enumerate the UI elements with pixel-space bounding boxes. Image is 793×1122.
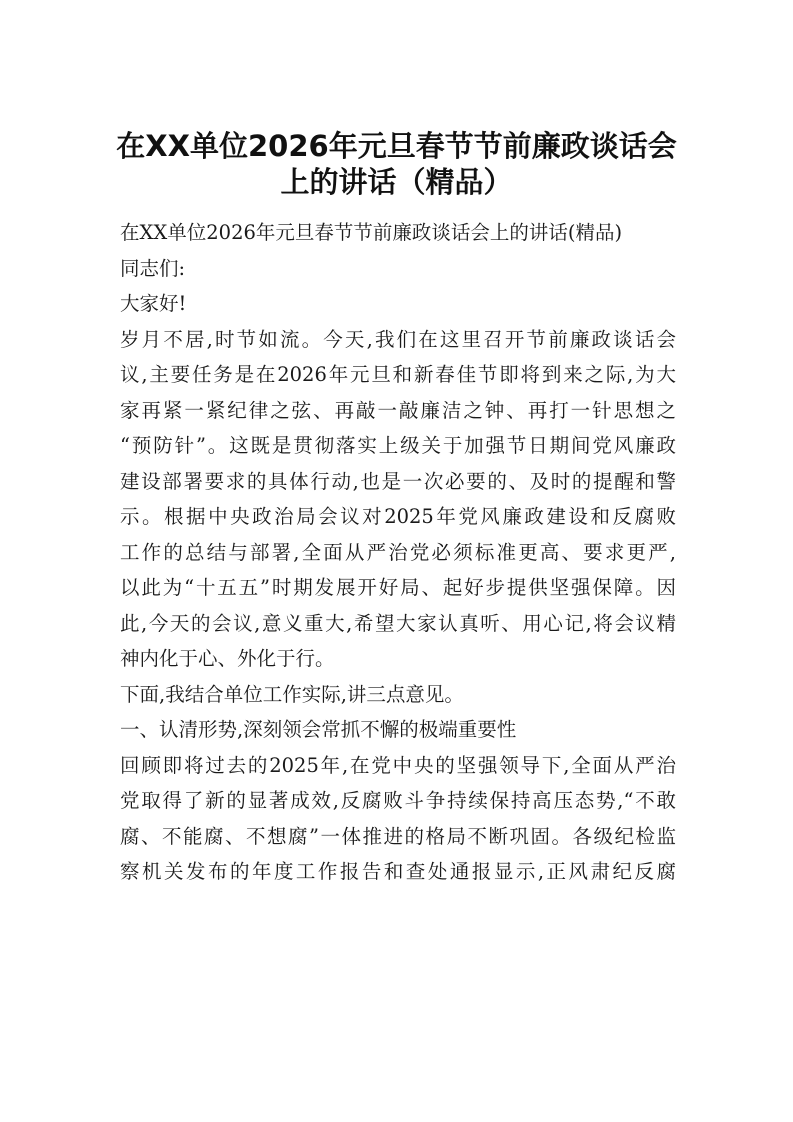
title-line-1: 在XX单位2026年元旦春节节前廉政谈话会: [116, 129, 677, 163]
body-line: 党取得了新的显著成效,反腐败斗争持续保持高压态势,“不敢: [120, 789, 676, 812]
body-line: 建设部署要求的具体行动,也是一次必要的、及时的提醒和警: [120, 469, 676, 493]
body-line: 工作的总结与部署,全面从严治党必须标准更高、要求更严,: [120, 540, 676, 564]
body-line: “预防针”。这既是贯彻落实上级关于加强节日期间党风廉政: [120, 434, 676, 457]
body-line: 腐、不能腐、不想腐”一体推进的格局不断巩固。各级纪检监: [120, 824, 676, 848]
body-line: 一、认清形势,深刻领会常抓不懈的极端重要性: [120, 718, 517, 741]
body-line: 神内化于心、外化于行。: [120, 647, 335, 670]
body-line: 以此为“十五五”时期发展开好局、起好步提供坚强保障。因: [120, 576, 676, 599]
body-line: 议,主要任务是在2026年元旦和新春佳节即将到来之际,为大: [120, 363, 676, 386]
body-line: 岁月不居,时节如流。今天,我们在这里召开节前廉政谈话会: [120, 327, 676, 351]
body-line: 回顾即将过去的2025年,在党中央的坚强领导下,全面从严治: [120, 753, 676, 777]
body-line: 同志们:: [120, 256, 186, 280]
body-line: 家再紧一紧纪律之弦、再敲一敲廉洁之钟、再打一针思想之: [120, 398, 676, 422]
document-body: [120, 215, 676, 890]
body-line: 大家好!: [120, 292, 187, 315]
body-line: 此,今天的会议,意义重大,希望大家认真听、用心记,将会议精: [120, 611, 676, 635]
body-line: 察机关发布的年度工作报告和查处通报显示,正风肃纪反腐: [120, 860, 676, 883]
body-line: 示。根据中央政治局会议对2025年党风廉政建设和反腐败: [120, 505, 676, 528]
body-line: 在XX单位2026年元旦春节节前廉政谈话会上的讲话(精品): [120, 221, 623, 244]
body-line: 下面,我结合单位工作实际,讲三点意见。: [120, 682, 464, 706]
document-title: [100, 120, 693, 199]
title-line-2: 上的讲话（精品）: [280, 164, 513, 199]
